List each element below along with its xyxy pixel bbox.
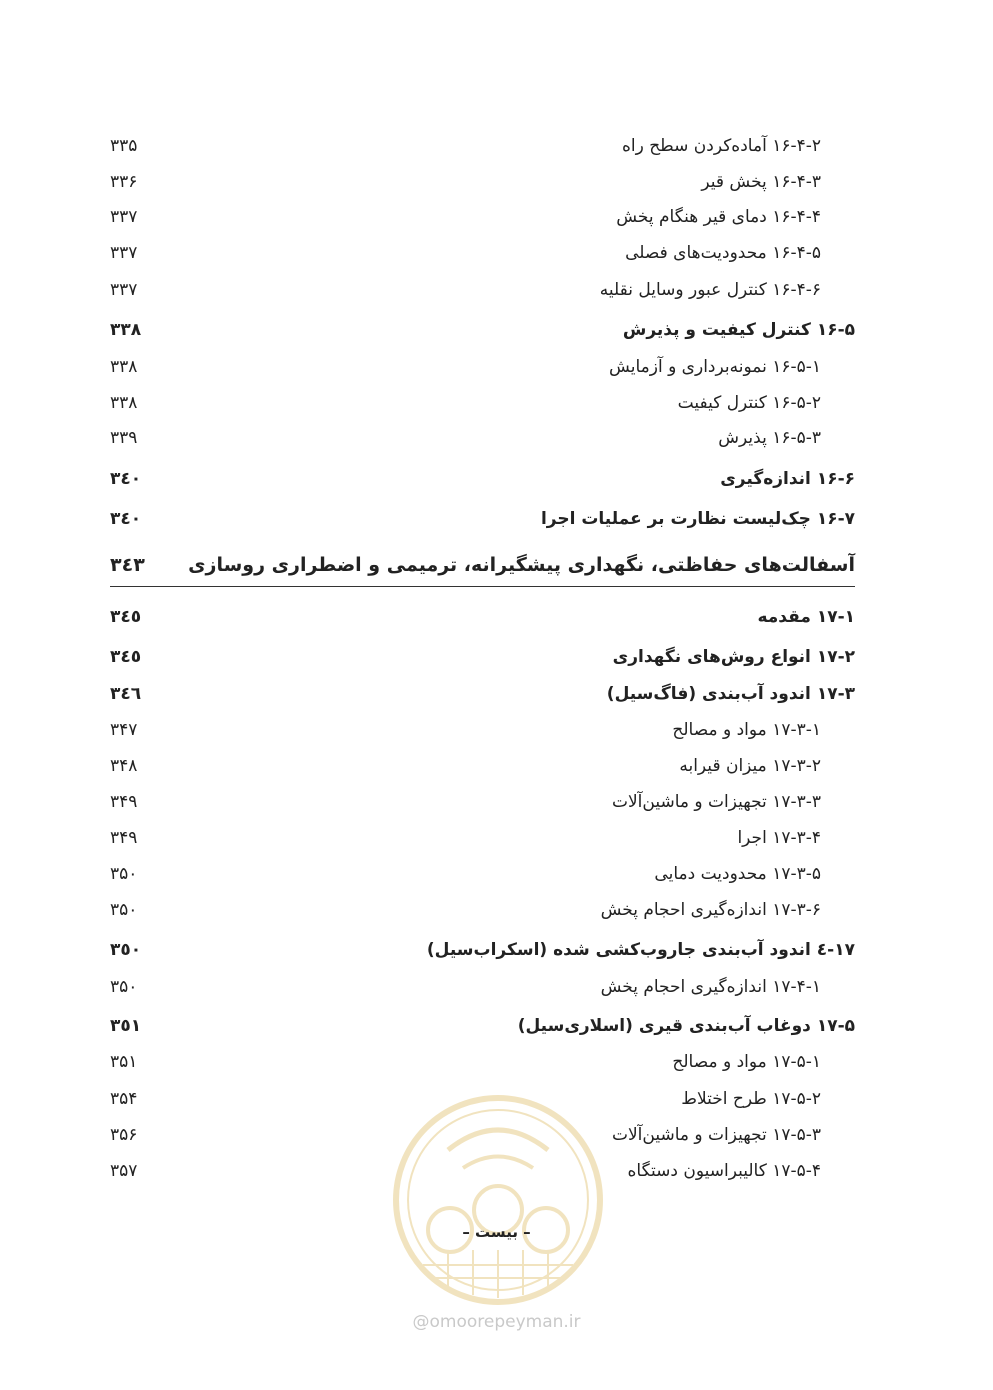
toc-title: ۱۶-۴-۶ کنترل عبور وسایل نقلیه xyxy=(599,280,821,300)
toc-row[interactable] xyxy=(110,970,855,1004)
toc-title: ۱۷-۳-۴ اجرا xyxy=(737,828,821,848)
toc-title: ۱۶-۷ چک‌لیست نظارت بر عملیات اجرا xyxy=(540,509,855,529)
toc-page-number: ۳۳۸ xyxy=(110,393,138,413)
toc-title: ۱۷-۳-۶ اندازه‌گیری احجام پخش xyxy=(600,900,821,920)
toc-title: ۱۷-۳-۳ تجهیزات و ماشین‌آلات xyxy=(611,792,821,812)
toc-title: ۱۶-۶ اندازه‌گیری xyxy=(720,469,855,489)
toc-page-number: ۳٤٦ xyxy=(110,684,142,704)
toc-chapter-row[interactable] xyxy=(110,548,855,582)
toc-page-number: ۳٥۰ xyxy=(110,940,142,960)
toc-page-number: ۳٥۱ xyxy=(110,1016,142,1036)
toc-row[interactable] xyxy=(110,749,855,783)
toc-page-number: ۳۳۸ xyxy=(110,357,138,377)
toc-row[interactable] xyxy=(110,821,855,855)
toc-page-number: ۳۳۷ xyxy=(110,280,138,300)
toc-page-number: ۳۴۸ xyxy=(110,756,138,776)
toc-title: ۱۶-۵-۳ پذیرش xyxy=(718,428,821,448)
toc-row[interactable] xyxy=(110,200,855,234)
toc-title: ۱۷-۵-۳ تجهیزات و ماشین‌آلات xyxy=(611,1125,821,1145)
toc-page-number: ۳۵۷ xyxy=(110,1161,138,1181)
toc-row[interactable] xyxy=(110,1045,855,1079)
toc-row[interactable] xyxy=(110,1009,855,1043)
toc-title: ۱۶-۴-۴ دمای قیر هنگام پخش xyxy=(616,207,821,227)
toc-row[interactable] xyxy=(110,386,855,420)
toc-title: ۱۷-٤ اندود آب‌بندی جاروب‌کشی شده (اسکراب‌سیل) xyxy=(426,940,855,960)
toc-page-number: ۳۴۷ xyxy=(110,720,138,740)
toc-row[interactable] xyxy=(110,129,855,163)
toc-title: ۱۷-۳ اندود آب‌بندی (فاگ‌سیل) xyxy=(606,684,855,704)
toc-row[interactable] xyxy=(110,273,855,307)
toc-page-number: ۳۵۰ xyxy=(110,900,138,920)
toc-row[interactable] xyxy=(110,600,855,634)
toc-title: ۱۷-۲ انواع روش‌های نگهداری xyxy=(612,647,855,667)
toc-row[interactable] xyxy=(110,857,855,891)
toc-row[interactable] xyxy=(110,502,855,536)
toc-page-number: ۳۵۱ xyxy=(110,1052,138,1072)
toc-row[interactable] xyxy=(110,713,855,747)
toc-row[interactable] xyxy=(110,893,855,927)
toc-title: ۱۶-۴-۲ آماده‌کردن سطح راه xyxy=(621,136,821,156)
watermark-logo-icon xyxy=(388,1090,608,1310)
toc-title: ۱۶-۴-۵ محدودیت‌های فصلی xyxy=(625,243,821,263)
toc-page-number: ۳۵۴ xyxy=(110,1089,138,1109)
toc-page-number: ۳٤٥ xyxy=(110,647,142,667)
toc-row[interactable] xyxy=(110,313,855,347)
toc-page-number: ۳۵۰ xyxy=(110,864,138,884)
toc-title: ۱۷-۵ دوغاب آب‌بندی قیری (اسلاری‌سیل) xyxy=(517,1016,855,1036)
toc-page-number: ۳۳۶ xyxy=(110,172,138,192)
toc-page-number: ۳۵۶ xyxy=(110,1125,138,1145)
watermark-text: @omoorepeyman.ir xyxy=(412,1312,581,1332)
toc-page-number: ۳۴۹ xyxy=(110,828,138,848)
toc-page-number: ۳٤۳ xyxy=(110,554,145,576)
toc-title: ۱۷-۵-۴ کالیبراسیون دستگاه xyxy=(627,1161,821,1181)
toc-title: ۱۷-۳-۱ مواد و مصالح xyxy=(672,720,821,740)
chapter-divider xyxy=(110,586,855,587)
toc-row[interactable] xyxy=(110,785,855,819)
toc-page-number: ۳۳۷ xyxy=(110,207,138,227)
toc-row[interactable] xyxy=(110,640,855,674)
toc-page-number: ۳۵۰ xyxy=(110,977,138,997)
toc-row[interactable] xyxy=(110,350,855,384)
toc-page-number: ۳۳۷ xyxy=(110,243,138,263)
toc-title: ۱۷-۵-۲ طرح اختلاط xyxy=(681,1089,821,1109)
toc-row[interactable] xyxy=(110,421,855,455)
toc-page-number: ۳۳۸ xyxy=(110,320,142,340)
toc-page-number: ۳٤۰ xyxy=(110,469,142,489)
toc-title: ۱۷-۳-۲ میزان قیرابه xyxy=(679,756,821,776)
toc-chapter-title: آسفالت‌های حفاظتی، نگهداری پیشگیرانه، ترمیمی و اضطراری روسازی xyxy=(188,554,855,576)
toc-title: ۱۶-۵-۱ نمونه‌برداری و آزمایش xyxy=(609,357,821,377)
toc-row[interactable] xyxy=(110,462,855,496)
toc-title: ۱۷-۴-۱ اندازه‌گیری احجام پخش xyxy=(600,977,821,997)
toc-title: ۱۶-۵ کنترل کیفیت و پذیرش xyxy=(622,320,855,340)
toc-page-number: ۳۳۹ xyxy=(110,428,138,448)
toc-page-number: ۳۴۹ xyxy=(110,792,138,812)
toc-row[interactable] xyxy=(110,677,855,711)
toc-row[interactable] xyxy=(110,933,855,967)
toc-title: ۱۶-۴-۳ پخش قیر xyxy=(701,172,821,192)
toc-title: ۱۷-۵-۱ مواد و مصالح xyxy=(672,1052,821,1072)
toc-page-number: ۳٤٥ xyxy=(110,607,142,627)
toc-page-number: ۳٤۰ xyxy=(110,509,142,529)
toc-row[interactable] xyxy=(110,236,855,270)
page-number: – بیست – xyxy=(462,1223,531,1241)
toc-title: ۱۷-۳-۵ محدودیت دمایی xyxy=(654,864,821,884)
toc-title: ۱۶-۵-۲ کنترل کیفیت xyxy=(677,393,821,413)
toc-row[interactable] xyxy=(110,165,855,199)
toc-title: ۱۷-۱ مقدمه xyxy=(757,607,855,627)
toc-page-number: ۳۳۵ xyxy=(110,136,138,156)
